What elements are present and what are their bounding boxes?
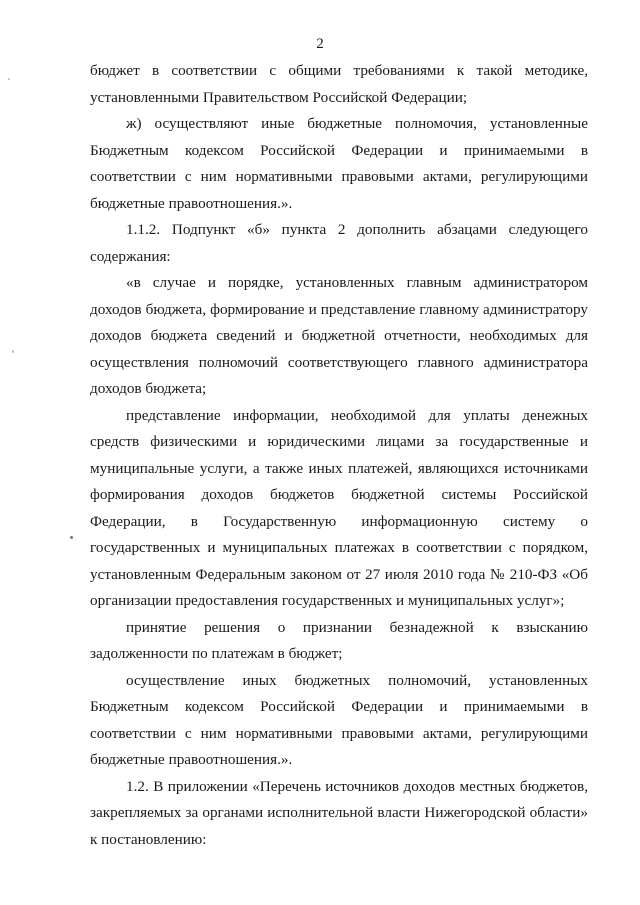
scan-speck <box>12 350 14 353</box>
paragraph-3: 1.1.2. Подпункт «б» пункта 2 дополнить абзацами следующего содержания: <box>90 221 588 265</box>
paragraph-1: бюджет в соответствии с общими требованиями к такой методике, установленными Правительством Российской Федерации; <box>90 62 588 106</box>
paragraph-7: осуществление иных бюджетных полномочий, установленных Бюджетным кодексом Российской Федерации и принимаемыми в соответствии с ним нормативными правовыми актами, регулирующими бюджетные правоотношения.». <box>90 671 588 768</box>
paragraph-4: «в случае и порядке, установленных главным администратором доходов бюджета, формирование и представление главному администратору доходов бюджета сведений и бюджетной отчетности, необходимых для осуществления полномочий соответствующего главного администратора доходов бюджета; <box>90 274 588 397</box>
paragraph-8: 1.2. В приложении «Перечень источников доходов местных бюджетов, закрепляемых за органами исполнительной власти Нижегородской области» к постановлению: <box>90 777 588 848</box>
paragraph-6: принятие решения о признании безнадежной к взысканию задолженности по платежам в бюджет; <box>90 618 588 662</box>
scan-speck <box>8 78 10 80</box>
page-number: 2 <box>316 36 324 52</box>
scan-speck <box>70 536 73 539</box>
paragraph-5: представление информации, необходимой для уплаты денежных средств физическими и юридическими лицами за государственные и муниципальные услуги, а также иных платежей, являющихся источниками формирования доходов бюджетов бюджетной системы Российской Федерации, в Государственную информационную систему о государственных и муниципальных платежах в соответствии с порядком, установленным Федеральным законом от 27 июля 2010 года № 210-ФЗ «Об организации предоставления государственных и муниципальных услуг»; <box>90 406 588 609</box>
document-body <box>90 58 588 853</box>
paragraph-2: ж) осуществляют иные бюджетные полномочия, установленные Бюджетным кодексом Российской Федерации и принимаемыми в соответствии с ним нормативными правовыми актами, регулирующими бюджетные правоотношения.». <box>90 115 588 212</box>
